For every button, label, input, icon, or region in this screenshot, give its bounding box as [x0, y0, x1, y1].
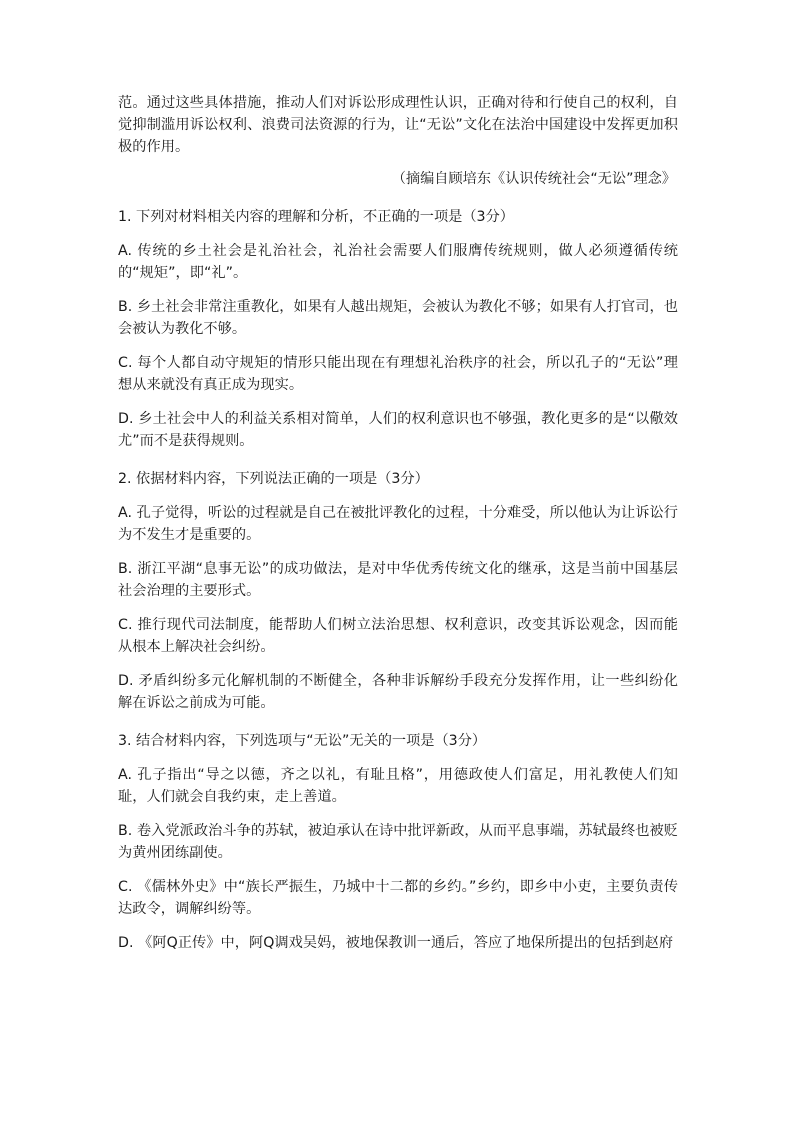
option-a: A. 传统的乡土社会是礼治社会，礼治社会需要人们服膺传统规则，做人必须遵循传统的“规矩”，即“礼”。 — [118, 243, 678, 281]
option-a: A. 孔子指出“导之以德，齐之以礼，有耻且格”，用德政使人们富足，用礼教使人们知耻，人们就会自我约束，走上善道。 — [118, 767, 678, 805]
intro-paragraph: 范。通过这些具体措施，推动人们对诉讼形成理性认识，正确对待和行使自己的权利，自觉抑制滥用诉讼权利、浪费司法资源的行为，让“无讼”文化在法治中国建设中发挥更加积极的作用。 — [118, 95, 678, 155]
question-1 — [118, 206, 678, 452]
option-b: B. 乡土社会非常注重教化，如果有人越出规矩，会被认为教化不够；如果有人打官司，也会被认为教化不够。 — [118, 299, 678, 337]
document-page — [118, 92, 678, 954]
option-b: B. 卷入党派政治斗争的苏轼，被迫承认在诗中批评新政，从而平息事端，苏轼最终也被贬为黄州团练副使。 — [118, 823, 678, 861]
source-citation: （摘编自顾培东《认识传统社会“无讼”理念》 — [391, 171, 676, 187]
option-a: A. 孔子觉得，听讼的过程就是自己在被批评教化的过程，十分难受，所以他认为让诉讼行为不发生才是重要的。 — [118, 505, 678, 543]
option-d: D. 矛盾纠纷多元化解机制的不断健全，各种非诉解纷手段充分发挥作用，让一些纠纷化解在诉讼之前成为可能。 — [118, 673, 678, 711]
question-title: 1. 下列对材料相关内容的理解和分析，不正确的一项是（3分） — [118, 209, 514, 225]
option-c: C. 推行现代司法制度，能帮助人们树立法治思想、权利意识，改变其诉讼观念，因而能从根本上解决社会纠纷。 — [118, 617, 678, 655]
question-title: 2. 依据材料内容，下列说法正确的一项是（3分） — [118, 471, 429, 487]
option-b: B. 浙江平湖“息事无讼”的成功做法，是对中华优秀传统文化的继承，这是当前中国基层社会治理的主要形式。 — [118, 561, 678, 599]
question-2 — [118, 468, 678, 714]
question-title: 3. 结合材料内容，下列选项与“无讼”无关的一项是（3分） — [118, 733, 487, 749]
option-c: C. 每个人都自动守规矩的情形只能出现在有理想礼治秩序的社会，所以孔子的“无讼”理想从来就没有真正成为现实。 — [118, 355, 678, 393]
option-d: D. 乡土社会中人的利益关系相对简单，人们的权利意识也不够强，教化更多的是“以儆效尤”而不是获得规则。 — [118, 411, 678, 449]
question-3 — [118, 730, 678, 954]
option-d: D. 《阿Q正传》中，阿Q调戏吴妈，被地保教训一通后，答应了地保所提出的包括到赵府 — [118, 935, 674, 951]
option-c: C. 《儒林外史》中“族长严振生，乃城中十二都的乡约。”乡约，即乡中小吏，主要负责传达政令，调解纠纷等。 — [118, 879, 678, 917]
